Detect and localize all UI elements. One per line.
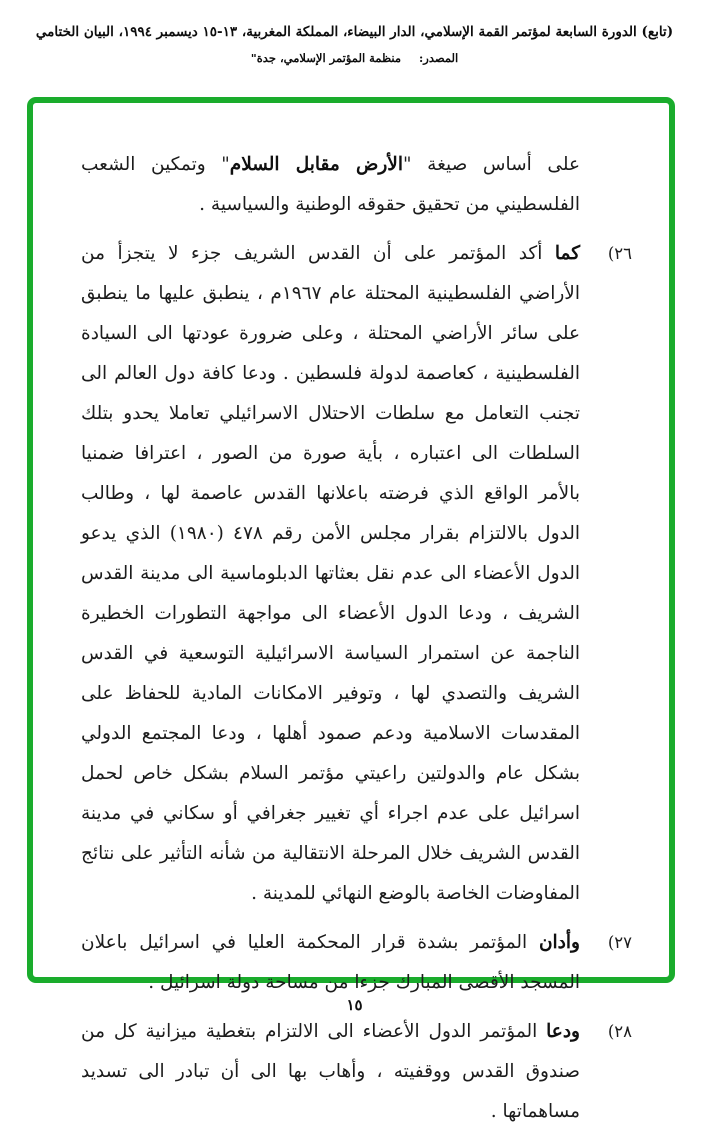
page-header	[20, 22, 689, 65]
page-footer	[0, 995, 709, 1014]
header-source	[20, 51, 689, 65]
paragraph-intro	[81, 145, 580, 225]
paragraph-27-body: المؤتمر بشدة قرار المحكمة العليا في اسرائيل باعلان المسجد الأقصى المبارك جزءا من مساحة دولة اسرائيل .	[81, 932, 580, 993]
paragraph-27-number: (٢٧	[607, 933, 632, 952]
page-number: ١٥	[346, 996, 363, 1014]
paragraph-28-body: المؤتمر الدول الأعضاء الى الالتزام بتغطية ميزانية كل من صندوق القدس ووقفيته ، وأهاب بها الى أن تبادر الى تسديد مساهماتها .	[81, 1021, 580, 1122]
paragraph-26-lead: كما	[554, 243, 580, 264]
header-title: (تابع) الدورة السابعة لمؤتمر القمة الإسلامي، الدار البيضاء، المملكة المغربية، ١٣-١٥ ديسمبر ١٩٩٤، البيان الختامي	[35, 24, 674, 40]
paragraph-27-lead: وأدان	[538, 932, 580, 953]
paragraph-26-number: (٢٦	[607, 244, 632, 263]
source-value: منظمة المؤتمر الإسلامي، جدة"	[250, 51, 402, 65]
paragraph-27	[81, 923, 632, 1003]
paragraph-28-lead: ودعا	[546, 1021, 580, 1042]
paragraph-28	[81, 1012, 632, 1132]
intro-text-before: على أساس صيغة "	[403, 154, 580, 175]
document-text	[81, 145, 632, 1141]
source-label: المصدر:	[419, 51, 459, 65]
intro-bold-phrase: الأرض مقابل السلام	[229, 154, 404, 175]
paragraph-26	[81, 234, 632, 914]
intro-text-after: " وتمكين الشعب الفلسطيني من تحقيق حقوقه الوطنية والسياسية .	[81, 154, 580, 215]
paragraph-26-body: أكد المؤتمر على أن القدس الشريف جزء لا يتجزأ من الأراضي الفلسطينية المحتلة عام ١٩٦٧م ، ينطبق عليها ما ينطبق على سائر الأراضي المحتلة ، وعلى ضرورة عودتها الى السيادة الفلسطينية ، كعاصمة لدولة فلسطين . ودعا كافة دول العالم الى تجنب التعامل مع سلطات الاحتلال الاسرائيلي تعاملا يحدو بتلك السلطات الى اعتباره ، بأية صورة من الصور ، اعترافا ضمنيا بالأمر الواقع الذي فرضته باعلانها القدس عاصمة لها ، وطالب الدول بالالتزام بقرار مجلس الأمن رقم ٤٧٨ (١٩٨٠) الذي يدعو الدول الأعضاء الى عدم نقل بعثاتها الدبلوماسية الى مدينة القدس الشريف ، ودعا الدول الأعضاء الى مواجهة التطورات الخطيرة الناجمة عن استمرار السياسة الاسرائيلية التوسعية في القدس الشريف والتصدي لها ، وتوفير الامكانات المادية للحفاظ على المقدسات الاسلامية ودعم صمود أهلها ، ودعا المجتمع الدولي بشكل عام والدولتين راعيتي مؤتمر السلام بشكل خاص لحمل اسرائيل على عدم اجراء أي تغيير جغرافي أو سكاني في مدينة القدس الشريف خلال المرحلة الانتقالية من شأنه التأثير على نتائج المفاوضات الخاصة بالوضع النهائي للمدينة .	[81, 243, 580, 904]
paragraph-28-number: (٢٨	[607, 1022, 632, 1041]
